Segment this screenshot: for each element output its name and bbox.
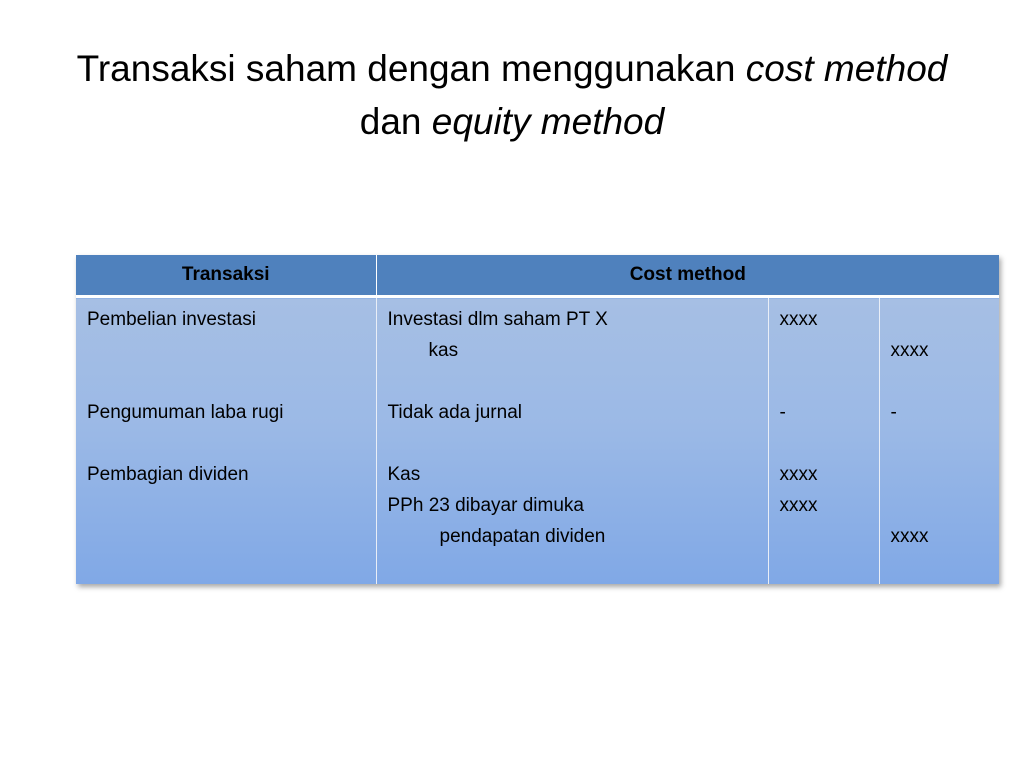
journal-account: Kas [387, 464, 421, 485]
debit-value: xxxx [779, 464, 818, 485]
debit-value [780, 432, 869, 463]
slide-title [60, 42, 964, 148]
journal-account: pendapatan dividen [439, 526, 606, 547]
credit-value [891, 463, 990, 494]
cell-transaksi [76, 297, 376, 585]
header-transaksi: Transaksi [76, 255, 376, 297]
title-text-2: cost method [745, 48, 948, 89]
debit-value [780, 370, 869, 401]
journal-account [388, 432, 758, 463]
transaction-label: Pembagian dividen [87, 464, 249, 485]
credit-value [891, 494, 990, 525]
credit-value: xxxx [890, 526, 929, 547]
credit-value [891, 432, 990, 463]
table-row [76, 297, 999, 585]
journal-account: kas [428, 340, 459, 361]
cell-debit [768, 297, 879, 585]
transaction-label: Pembelian investasi [87, 309, 256, 330]
journal-table-container [76, 255, 999, 584]
title-text-4: equity method [431, 101, 665, 142]
debit-value: xxxx [779, 495, 818, 516]
credit-value [891, 308, 990, 339]
credit-value: xxxx [890, 340, 929, 361]
debit-value [780, 525, 869, 556]
transaction-label [87, 370, 366, 401]
debit-value: - [779, 402, 786, 423]
table-header-row [76, 255, 999, 297]
transaction-label [87, 494, 366, 525]
title-text-1: Transaksi saham dengan menggunakan [76, 48, 746, 89]
transaction-label: Pengumuman laba rugi [87, 402, 284, 423]
journal-table [76, 255, 999, 584]
header-cost-method: Cost method [376, 255, 999, 297]
credit-value [891, 370, 990, 401]
credit-value: - [890, 402, 897, 423]
journal-account: Investasi dlm saham PT X [387, 309, 608, 330]
debit-value [780, 339, 869, 370]
title-text-3: dan [359, 101, 432, 142]
transaction-label [87, 525, 366, 556]
transaction-label [87, 339, 366, 370]
journal-account [388, 370, 758, 401]
debit-value: xxxx [779, 309, 818, 330]
cell-journal-entry [376, 297, 768, 585]
cell-credit [879, 297, 999, 585]
transaction-label [87, 432, 366, 463]
journal-account: PPh 23 dibayar dimuka [387, 495, 584, 516]
journal-account: Tidak ada jurnal [387, 402, 522, 423]
